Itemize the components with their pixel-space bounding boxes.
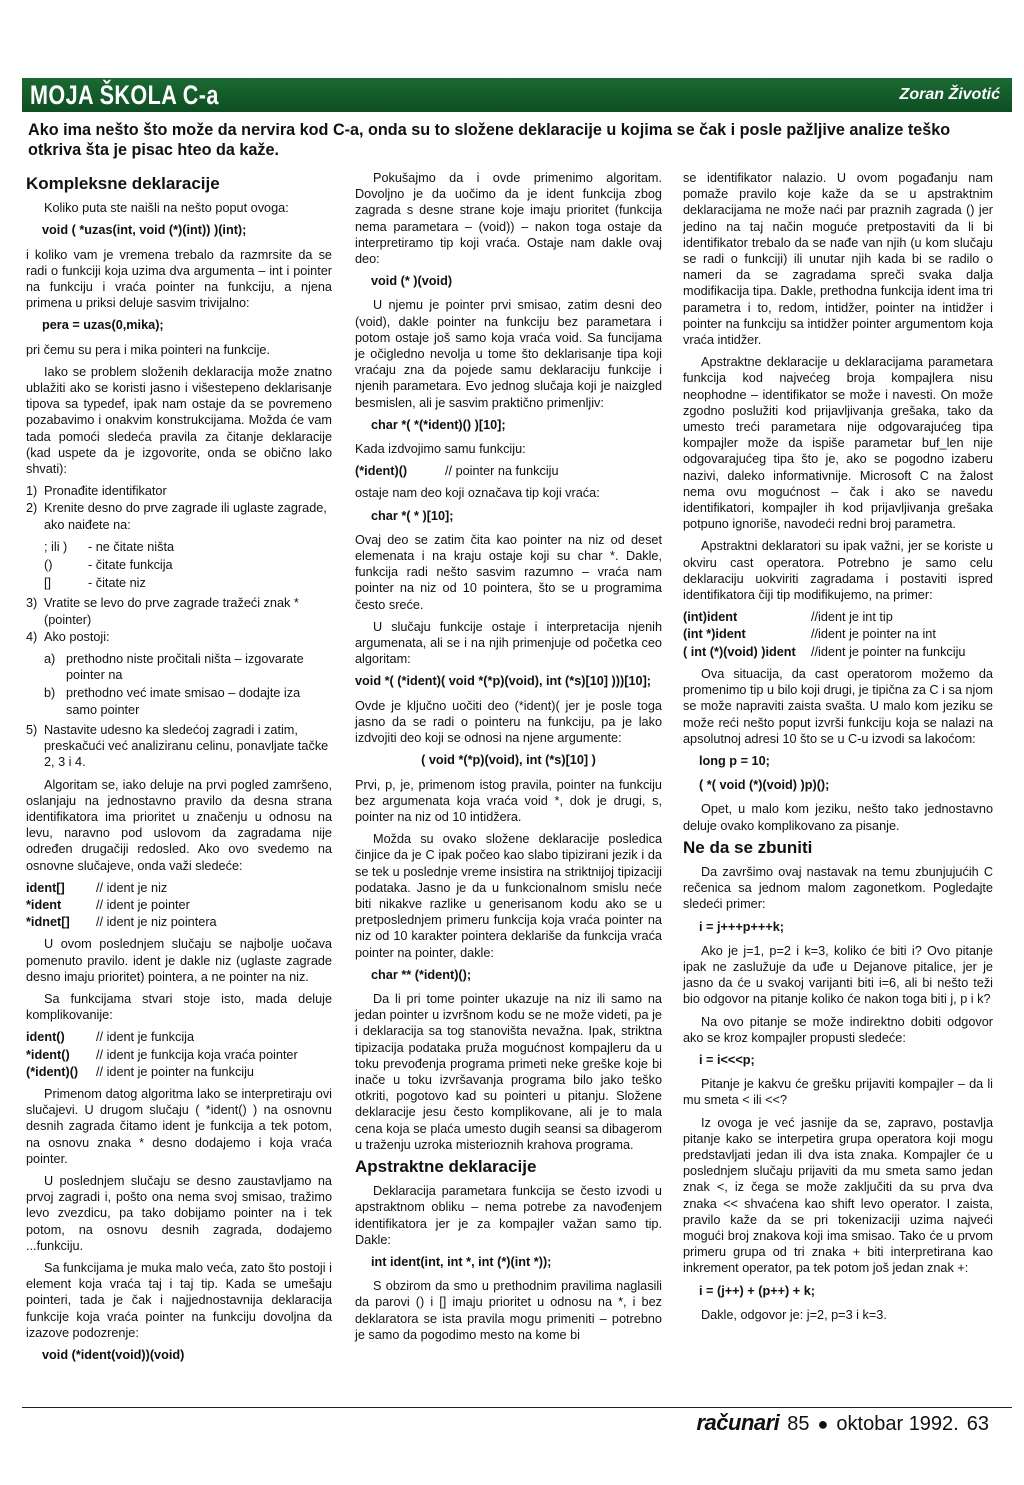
column-1	[26, 170, 332, 1371]
paragraph: U poslednjem slučaju se desno zaustavljamo na prvoj zagradi i, pošto ona nema svoj smisao, tražimo levo zvezdicu, pa tako dobijamo pointer na i tek potom, na osnovu desnih zagrada, dodajemo ...funkciju.	[26, 1173, 332, 1253]
issue-number: 85	[787, 1413, 810, 1435]
paragraph: Kada izdvojimo samu funkciju:	[355, 442, 526, 457]
paragraph: Dakle, odgovor je: j=2, p=3 i k=3.	[701, 1307, 887, 1322]
code-line: i = i<<<p;	[699, 1052, 755, 1067]
paragraph: Deklaracija parametara funkcija se često izvodi u apstraktnom obliku – nema potrebe za navođenjem identifikatora jer je za kompajler važan samo tip. Dakle:	[355, 1184, 662, 1247]
example-row: (int)ident //ident je int tip	[683, 610, 893, 625]
rules-list	[26, 595, 332, 645]
example-row: ident() // ident je funkcija	[26, 1030, 195, 1045]
paragraph: Na ovo pitanje se može indirektno dobiti odgovor ako se kroz kompajler propusti sledeće:	[683, 1014, 993, 1045]
list-item: 5) Nastavite udesno ka sledećoj zagradi i zatim, preskačući već analiziranu celinu, ponavljate tačke 2, 3 i 4.	[26, 722, 329, 770]
paragraph: Iz ovoga je već jasnije da se, zapravo, postavlja pitanje kako se interpetira grupa operatora koji mogu predstavljati jedan ili dva ista znaka. Kompajler će u poslednjem slučaju prijaviti da mu smeta samo jedan znak <, iz čega se može zaključiti da su prva dva znaka << shvaćena kao shift levo operator. I zaista, pravilo kaže da se pri tokenizaciji uzima najveći mogući broj znakova koji ima smisao. Tako će u prvom primeru grupa od tri znaka + biti interpretirana kao inkrement operator, pa tek potom još jedan znak +:	[683, 1115, 993, 1276]
code-line: pera = uzas(0,mika);	[42, 318, 164, 333]
paragraph: Primenom datog algoritma lako se interpretiraju ovi slučajevi. U drugom slučaju ( *ident() ) na osnovnu desnih zagrada čitamo ident je funkcija a tek potom, na osnovu znaka * desno dodajemo i koja vraća pointer.	[26, 1086, 332, 1166]
code-line: void (* )(void)	[371, 274, 453, 289]
heading-apstraktne: Apstraktne deklaracije	[355, 1156, 537, 1176]
list-subitem: b) prethodno već imate smisao – dodajte iza samo pointer	[44, 686, 301, 717]
code-line: long p = 10;	[699, 753, 770, 768]
list-subitem: a) prethodno niste pročitali ništa – izgovarate pointer na	[44, 652, 304, 683]
paragraph: Koliko puta ste naišli na nešto poput ovoga:	[44, 201, 289, 216]
issue-date: oktobar 1992.	[836, 1413, 959, 1435]
example-row: (*ident)() // pointer na funkciju	[355, 464, 559, 479]
paragraph: Pokušajmo da i ovde primenimo algoritam. Dovoljno je da uočimo da je ident funkcija zbog zagrada s desne strane koje imaju prioritet (funkcija nema parametara – (void)) – nakon toga ostaje da interpretiramo tip koji vraća. Ostaje nam dakle ovaj deo:	[355, 171, 662, 267]
paragraph: U slučaju funkcije ostaje i interpretacija njenih argumenata, ali se i na njih primenjuje od početka ceo algoritam:	[355, 619, 662, 667]
heading-ne-da-se-zbuniti: Ne da se zbuniti	[683, 837, 813, 857]
code-line: char *( *(*ident)() )[10];	[371, 417, 506, 432]
column-3	[683, 170, 993, 1329]
column-2	[355, 170, 662, 1349]
code-line: ( *( void (*)(void) )p)();	[699, 778, 830, 793]
paragraph: Prvi, p, je, primenom istog pravila, pointer na funkciju bez argumenata koja vraća void *, dok je drugi, s, pointer na niz od 10 intidžera.	[355, 777, 662, 824]
code-line: char *( * )[10];	[371, 508, 454, 523]
rules-list	[26, 483, 332, 533]
paragraph: Iako se problem složenih deklaracija može znatno ublažiti ako se koristi jasno i višestepeno deklarisanje tipova sa typedef, ipak nam ostaje da se povremeno pozabavimo i onakvim konstrukcijama. Možda će vam tada pomoći sledeća pravila za čitanje deklaracije (kad uspete da je izgovorite, onda se obično lako shvati):	[26, 364, 332, 477]
paragraph: Ovde je ključno uočiti deo (*ident)( jer je posle toga jasno da se radi o pointeru na funkciju, pa je lako izdvojiti deo koji se odnosi na njene argumente:	[355, 698, 662, 746]
code-line: i = j+++p+++k;	[699, 919, 784, 934]
paragraph: Da li pri tome pointer ukazuje na niz ili samo na jedan pointer u izvršnom kodu se ne može videti, pa je i deklaracija sa tog stanovišta nevažna. Ipak, striktna tipizacija podataka pruža mogućnost kompajleru da u toku prevođenja programa primeti neke greške koje bi inače u toku izvršavanja programa bilo jako teško otkriti, pogotovo kad su pointeri u pitanju. Složene deklaracije jesu često komplikovane, ali je to mala cena koja se plaća umesto dugih seansi sa dibagerom u traženju uzroka misterioznih krahova programa.	[355, 991, 662, 1152]
list-item: 1) Pronađite identifikator	[26, 484, 167, 499]
paragraph: Ova situacija, da cast operatorom možemo da promenimo tip u bilo koji drugi, je tipična za C i sa njom se može napraviti zaista svašta. U malo kom jeziku se može reći nešto poput izvrši funkciju koja se nalazi na apsolutnoj adresi 10 što se u C-u izvodi sa lakoćom:	[683, 666, 993, 746]
paragraph: Sa funkcijama je muka malo veća, zato što postoji i element koja vraća taj i taj tip. Kada se umešaju pointeri, tada je čak i najjednostavnija deklaracija funkcije koja vraća pointer na funkciju dovoljna da izazove podozrenje:	[26, 1260, 332, 1340]
code-line: void ( *uzas(int, void (*)(int)) )(int);	[42, 223, 247, 238]
example-row: ident[] // ident je niz	[26, 880, 168, 895]
paragraph: Algoritam se, iako deluje na prvi pogled zamršeno, oslanjaju na jednostavno pravilo da desna strana identifikatora ima prioritet u značenju u odnosu na levu, naravno pod uslovom da zagradama nije određen drugačiji redosled. Ako ovo svedemo na osnovne slučajeve, onda važi sledeće:	[26, 777, 332, 873]
code-line: void (*ident(void))(void)	[42, 1348, 185, 1362]
code-line: int ident(int, int *, int (*)(int *));	[371, 1254, 552, 1269]
paragraph: Apstraktni deklaratori su ipak važni, jer se koriste u okviru cast operatora. Potrebno je samo celu deklaraciju uokviriti zagradama i postaviti ispred identifikatora čiji tip modifikujemo, na primer:	[683, 539, 993, 603]
list-subitem: () - čitate funkcija	[44, 558, 173, 573]
paragraph: se identifikator nalazio. U ovom pogađanju nam pomaže pravilo koje kaže da se u apstraktnim deklaracijama ne može naći par praznih zagrada () jer jedino na taj način moguće pretpostaviti da li bi identifikator trebalo da se nađe van njih (u kom slučaju se radi o funkciji) ili unutar njih kada bi se radilo o nameri da se zagradama spreči svaka dalja modifikacija tipa. Dakle, prethodna funkcija ident ima tri parametra i to, redom, intidžer, pointer na intidžer i pointer na funkciju sa intidžer pointer argumentom koja vraća intidžer.	[683, 171, 993, 348]
paragraph: Da završimo ovaj nastavak na temu zbunjujućih C rečenica sa jednom malom zagonetkom. Pogledajte sledeći primer:	[683, 864, 993, 912]
bullet-icon: ●	[817, 1414, 829, 1434]
page-footer	[696, 1410, 989, 1436]
paragraph: U ovom poslednjem slučaju se najbolje uočava pomenuto pravilo. ident je dakle niz (uglaste zagrade desno imaju prioritet) pointera, a ne pointer na niz.	[26, 937, 332, 984]
heading-kompleksne: Kompleksne deklaracije	[26, 174, 220, 193]
section-title: MOJA ŠKOLA C-a	[30, 79, 219, 110]
list-item: 3) Vratite se levo do prve zagrade tražeći znak * (pointer)	[26, 596, 299, 627]
author-name: Zoran Životić	[899, 86, 1000, 103]
list-item: 2) Krenite desno do prve zagrade ili uglaste zagrade, ako naiđete na:	[26, 501, 327, 532]
paragraph: Ovaj deo se zatim čita kao pointer na niz od deset elemenata i na kraju ostaje koji su char *. Dakle, funkcija radi nešto sasvim razumno – vraća nam pointer na niz od 10 pointera, što se u programima često sreće.	[355, 532, 662, 612]
paragraph: U njemu je pointer prvi smisao, zatim desni deo (void), dakle pointer na funkciju bez parametara i potom ostaje još samo koja vraća void. Sa funcijama je očigledno nevolja u tome što deklarisanje tipa koji vraćaju zna da pojede samu deklaraciju funkcije i njenih parametara. Evo jednog slučaja koji je naizgled besmislen, ali je sasvim praktično primenljiv:	[355, 298, 662, 410]
example-row: *ident // ident je pointer	[26, 897, 190, 912]
paragraph: Apstraktne deklaracije u deklaracijama parametara funkcija kod najvećeg broja kompajlera nisu neophodne – identifikator se može i navesti. On može zgodno poslužiti kod prijavljivanja grešaka, tako da umesto treći parametara nije odgovarajućeg tipa kompajler može da ispiše parametar buf_len nije odgovarajućeg tipa što je, ako se pogodno izaberu nazivi, daleko informativnije. Microsoft C na žalost nema ovu mogućnost – čak i ako se navedu identifikatori, kompajler ih kod prijavljivanja grešaka potpuno ignoriše, navodeći redni broj parametra.	[683, 355, 993, 532]
paragraph: Ako je j=1, p=2 i k=3, koliko će biti i? Ovo pitanje ipak ne zaslužuje da uđe u Dejanove pitalice, jer je jasno da će u svakoj varijanti biti i=6, ali bi nešto teži bio odgovor na pitanje koliko će nakon toga biti j, p i k?	[683, 943, 993, 1007]
paragraph: Opet, u malo kom jeziku, nešto tako jednostavno deluje ovako komplikovano za pisanje.	[683, 802, 993, 833]
example-row: ( int (*)(void) )ident //ident je pointer na funkciju	[683, 644, 966, 659]
example-row: *idnet[] // ident je niz pointera	[26, 915, 217, 930]
section-banner	[22, 78, 1012, 112]
list-subitem: ; ili ) - ne čitate ništa	[44, 539, 175, 554]
page-number: 63	[966, 1413, 989, 1435]
paragraph: S obzirom da smo u prethodnim pravilima naglasili da parovi () i [] imaju prioritet u odnosu na *, i bez deklaratora se ista pravila mogu primeniti – potrebno je samo da pogodimo mesto na kome bi	[355, 1279, 662, 1342]
paragraph: pri čemu su pera i mika pointeri na funkcije.	[26, 342, 270, 357]
paragraph: Sa funkcijama stvari stoje isto, mada deluje komplikovanije:	[26, 991, 332, 1023]
paragraph: Pitanje je kakvu će grešku prijaviti kompajler – da li mu smeta < ili <<?	[683, 1077, 993, 1108]
example-row: (int *)ident //ident je pointer na int	[683, 627, 936, 642]
code-line: char ** (*ident)();	[371, 967, 472, 982]
example-row: (*ident)() // ident je pointer na funkciju	[26, 1064, 254, 1079]
paragraph: ostaje nam deo koji označava tip koji vraća:	[355, 486, 600, 501]
example-row: *ident() // ident je funkcija koja vraća pointer	[26, 1047, 298, 1062]
paragraph: i koliko vam je vremena trebalo da razmrsite da se radi o funkciji koja uzima dva argumenta – int i pointer na funkciju i vraća pointer na funkciju, a njena primena u priksi deluje sasvim trivijalno:	[26, 247, 332, 311]
lead-paragraph: Ako ima nešto što može da nervira kod C-a, onda su to složene deklaracije u kojima se čak i posle pažljive analize teško otkriva šta je pisac hteo da kaže.	[28, 121, 951, 159]
code-line: void *( (*ident)( void *(*p)(void), int (*s)[10] )))[10];	[355, 674, 652, 689]
paragraph: Možda su ovako složene deklaracije posledica činjice da je C ipak počeo kao slabo tipizirani jezik i da se tek u poslednje vreme insistira na striktnijoj tipizaciji podataka. Jasno je da u funkcionalnom smislu neće biti nikakve razlike u generisanom kodu ako se u pretposlednjem primeru funkcija koja vraća pointer na niz od 10 karakter pointera deklariše da funkcija vraća pointer na pointer, dakle:	[355, 832, 662, 960]
code-line: ( void *(*p)(void), int (*s)[10] )	[421, 753, 596, 768]
rules-list	[26, 722, 332, 771]
magazine-name: računari	[696, 1410, 780, 1435]
code-line: i = (j++) + (p++) + k;	[699, 1283, 815, 1298]
list-item: 4) Ako postoji:	[26, 629, 110, 644]
list-subitem: [] - čitate niz	[44, 576, 146, 591]
footer-divider	[22, 1407, 1012, 1408]
